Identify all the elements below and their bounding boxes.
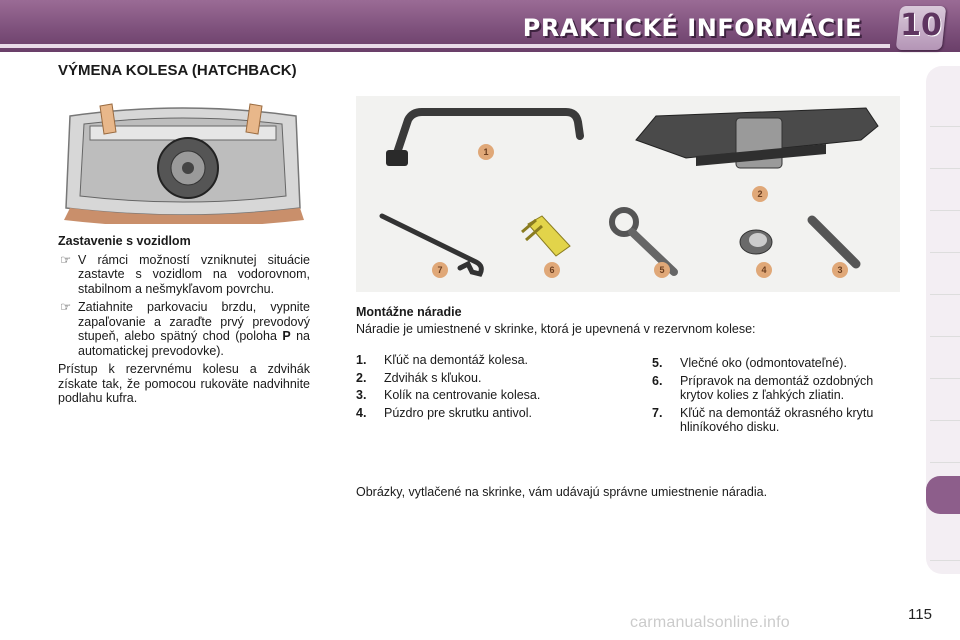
tool-item	[356, 406, 616, 421]
chapter-tab[interactable]	[930, 128, 960, 169]
chapter-tab[interactable]	[930, 170, 960, 211]
bullet-text: V rámci možností vzniknutej situácie zastavte s vozidlom na vodorovnom, stabilnom a nešmykľavom povrchu.	[78, 252, 310, 296]
callout-5: 5	[659, 265, 665, 275]
tool-number: 3.	[356, 388, 367, 402]
callout-3: 3	[837, 265, 843, 275]
chapter-title: PRAKTICKÉ INFORMÁCIE	[522, 14, 862, 42]
tool-text: Púzdro pre skrutku antivol.	[384, 405, 532, 420]
tool-item	[652, 406, 892, 435]
tools-subheading: Montážne náradie	[356, 305, 462, 319]
tool-item	[356, 353, 616, 368]
access-paragraph: Prístup k rezervnému kolesu a zdvihák získate tak, že pomocou rukoväte nadvihnite podlahu kufra.	[58, 362, 310, 405]
chapter-tab[interactable]	[930, 338, 960, 379]
tool-text: Kľúč na demontáž kolesa.	[384, 353, 529, 367]
bullet-item	[58, 300, 310, 358]
bullet-item	[58, 253, 310, 297]
tool-item	[356, 371, 616, 386]
tool-number: 5.	[652, 356, 663, 370]
section-title: VÝMENA KOLESA (HATCHBACK)	[58, 62, 297, 79]
bullet-text: na automatickej prevodovke).	[78, 329, 310, 358]
tool-number: 7.	[652, 405, 663, 420]
left-column	[58, 234, 310, 406]
chapter-tab[interactable]	[930, 254, 960, 295]
hand-pointer-icon: ☞	[60, 300, 72, 314]
tool-text: Kolík na centrovanie kolesa.	[384, 388, 541, 402]
chapter-tab[interactable]	[930, 380, 960, 421]
tool-text: Kľúč na demontáž okrasného krytu hliníkového disku.	[680, 405, 874, 434]
tool-number: 6.	[652, 373, 663, 388]
chapter-tab-active[interactable]	[926, 476, 960, 514]
chapter-tab[interactable]	[930, 86, 960, 127]
tool-text: Vlečné oko (odmontovateľné).	[680, 356, 847, 370]
bullet-text: Zatiahnite parkovaciu brzdu, vypnite zapaľovanie a zaraďte prvý prevodový stupeň, alebo spätný chod (poloha	[78, 300, 310, 343]
tool-text: Zdvihák s kľukou.	[384, 370, 482, 385]
tool-item	[652, 374, 892, 403]
hand-pointer-icon: ☞	[60, 252, 72, 267]
callout-2: 2	[757, 189, 763, 199]
callout-7: 7	[437, 265, 443, 275]
tool-item	[356, 388, 616, 403]
tool-text: Prípravok na demontáž ozdobných krytov kolies z ľahkých zliatin.	[680, 373, 874, 402]
tools-illustration	[356, 96, 900, 292]
gear-position-p: P	[282, 329, 291, 343]
watermark: carmanualsonline.info	[630, 614, 790, 631]
tools-list-left	[356, 353, 616, 423]
chapter-number: 10	[900, 8, 942, 43]
callout-4: 4	[761, 265, 767, 275]
trunk-spare-wheel-illustration	[60, 96, 306, 224]
tool-number: 1.	[356, 353, 367, 367]
page-number: 115	[908, 606, 932, 623]
callout-1: 1	[483, 147, 489, 157]
chapter-tab[interactable]	[930, 422, 960, 463]
tools-intro: Náradie je umiestnené v skrinke, ktorá je upevnená v rezervnom kolese:	[356, 322, 756, 336]
tool-number: 2.	[356, 370, 367, 385]
chapter-tab[interactable]	[930, 520, 960, 561]
subheading-stopping: Zastavenie s vozidlom	[58, 234, 191, 248]
chapter-tab[interactable]	[930, 212, 960, 253]
header-divider	[0, 44, 890, 48]
callout-6: 6	[549, 265, 555, 275]
tools-list-right	[652, 356, 892, 438]
tool-item	[652, 356, 892, 371]
chapter-tab[interactable]	[930, 296, 960, 337]
box-images-note: Obrázky, vytlačené na skrinke, vám udávajú správne umiestnenie náradia.	[356, 485, 768, 499]
tool-number: 4.	[356, 405, 367, 420]
